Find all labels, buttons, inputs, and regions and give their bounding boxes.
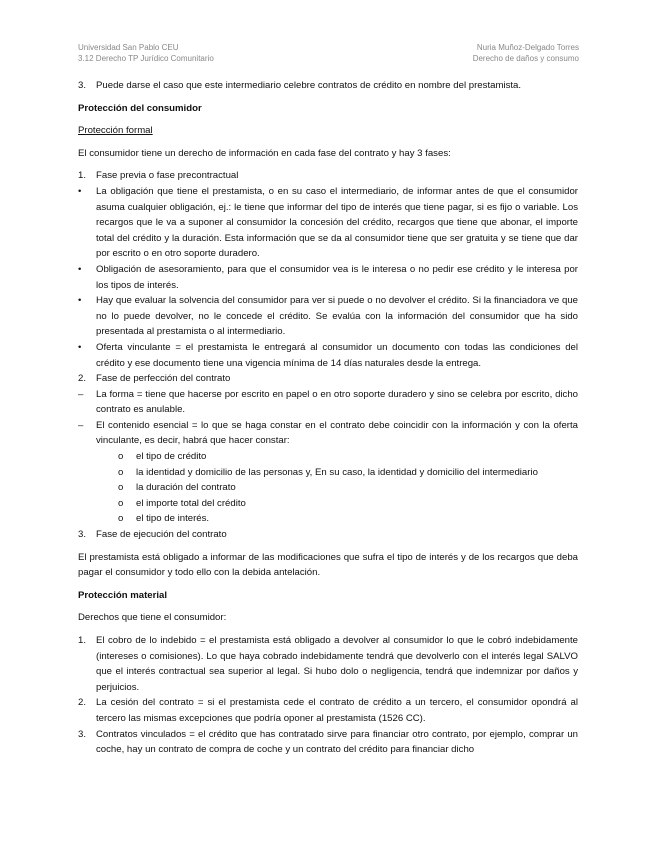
sub-item	[78, 496, 578, 512]
bullet-marker: •	[78, 295, 82, 307]
dash-text: El contenido esencial = lo que se haga constar en el contrato debe coincidir con la información y con la oferta vinculante, es decir, habrá que hacer constar:	[96, 419, 578, 447]
sub-item	[78, 480, 578, 496]
bullet-marker: •	[78, 263, 82, 275]
list-marker: 2.	[78, 697, 87, 709]
course-name: 3.12 Derecho TP Jurídico Comunitario	[78, 54, 214, 63]
list-text: Contratos vinculados = el crédito que has contratado sirve para financiar otro contrato, por ejemplo, comprar un coche, hay un contrato de compra de coche y un contrato del crédito para financiar dicho	[96, 728, 578, 756]
subheading-formal-protection: Protección formal	[78, 125, 153, 137]
subject-name: Derecho de daños y consumo	[472, 54, 579, 63]
sub-text: la duración del contrato	[136, 482, 236, 494]
document-body	[78, 78, 578, 758]
list-marker: 1.	[78, 635, 87, 646]
bullet-item	[78, 262, 578, 293]
university-name: Universidad San Pablo CEU	[78, 43, 179, 52]
section-heading-consumer-protection: Protección del consumidor	[78, 102, 202, 114]
sub-text: el tipo de interés.	[136, 513, 210, 525]
list-text: La cesión del contrato = si el prestamista cede el contrato de crédito a un tercero, el consumidor opondrá al tercero las mismas excepciones que podría oponer al prestamista (1526 CC).	[96, 697, 578, 724]
dash-marker: –	[78, 388, 84, 400]
bullet-text: Hay que evaluar la solvencia del consumidor para ver si puede o no devolver el crédito. Si la financiadora ve que no lo puede devolver, no le concede el crédito. Se evalúa con la información del consumidor que ha sido presentada al prestamista o al intermediario.	[96, 295, 578, 338]
bullet-item	[78, 340, 578, 371]
author-name: Nuria Muñoz-Delgado Torres	[476, 43, 579, 52]
sub-item	[78, 465, 578, 481]
list-item	[78, 78, 578, 94]
dash-text: La forma = tiene que hacerse por escrito en papel o en otro soporte duradero y sino se celebra por escrito, dicho contrato es anulable.	[96, 388, 578, 416]
list-text: Fase de perfección del contrato	[96, 373, 231, 385]
sub-marker: o	[118, 482, 124, 494]
page-header-left	[78, 42, 214, 64]
list-marker: 3.	[78, 80, 87, 91]
paragraph: Derechos que tiene el consumidor:	[78, 612, 227, 624]
bullet-marker: •	[78, 185, 82, 197]
rights-item	[78, 633, 578, 695]
list-text: Fase de ejecución del contrato	[96, 529, 227, 541]
sub-text: el importe total del crédito	[136, 497, 246, 509]
sub-marker: o	[118, 513, 124, 525]
sub-text: la identidad y domicilio de las personas y, En su caso, la identidad y domicilio del intermediario	[136, 466, 538, 478]
bullet-item	[78, 293, 578, 340]
bullet-marker: •	[78, 341, 82, 353]
list-text: El cobro de lo indebido = el prestamista está obligado a devolver al consumidor lo que le cobró indebidamente (intereses o comisiones). Lo que haya cobrado indebidamente tendrá que devolverlo con el interés legal SALVO que el interés contractual sea superior al legal. Si hubo dolo o negligencia, tendrá que indemnizar por daños y perjuicios.	[96, 635, 578, 693]
sub-marker: o	[118, 451, 124, 463]
sub-marker: o	[118, 466, 124, 478]
sub-item	[78, 511, 578, 527]
phase-item	[78, 168, 578, 184]
bullet-item	[78, 184, 578, 262]
paragraph: El prestamista está obligado a informar de las modificaciones que sufra el tipo de interés y de los recargos que deba pagar el consumidor y todo ello con la debida antelación.	[78, 551, 578, 579]
list-marker: 2.	[78, 373, 87, 385]
bullet-text: Obligación de asesoramiento, para que el consumidor vea is le interesa o no pedir ese crédito y le interesa por los tipos de interés.	[96, 263, 578, 291]
rights-item	[78, 727, 578, 758]
bullet-text: Oferta vinculante = el prestamista le entregará al consumidor un documento con todas las condiciones del crédito y ese documento tiene una vigencia mínima de 14 días naturales desde la entrega.	[96, 341, 578, 369]
dash-item	[78, 387, 578, 418]
list-text: Fase previa o fase precontractual	[96, 170, 239, 182]
section-heading-material-protection: Protección material	[78, 589, 168, 601]
sub-marker: o	[118, 497, 124, 509]
paragraph: El consumidor tiene un derecho de información en cada fase del contrato y hay 3 fases:	[78, 147, 451, 159]
sub-item	[78, 449, 578, 465]
sub-text: el tipo de crédito	[136, 451, 207, 463]
list-marker: 1.	[78, 170, 87, 182]
rights-item	[78, 695, 578, 726]
list-marker: 3.	[78, 728, 87, 740]
page-header-right	[473, 42, 579, 64]
list-marker: 3.	[78, 529, 87, 541]
phase-item	[78, 527, 578, 543]
dash-item	[78, 418, 578, 449]
dash-marker: –	[78, 419, 84, 431]
phase-item	[78, 371, 578, 387]
list-text: Puede darse el caso que este intermediario celebre contratos de crédito en nombre del prestamista.	[96, 80, 522, 91]
bullet-text: La obligación que tiene el prestamista, o en su caso el intermediario, de informar antes de que el consumidor asuma cualquier obligación, ej.: le tiene que informar del tipo de interés que tiene pagar, si es fijo o variable. Los recargos que le va a suponer al consumidor la concesión del crédito, recargos que tiene que abonar, el importe total del crédito y la duración. Esta información que se da al consumidor tiene que ser gratuita y se tiene que dar por escrito o en otro soporte duradero.	[96, 185, 578, 260]
